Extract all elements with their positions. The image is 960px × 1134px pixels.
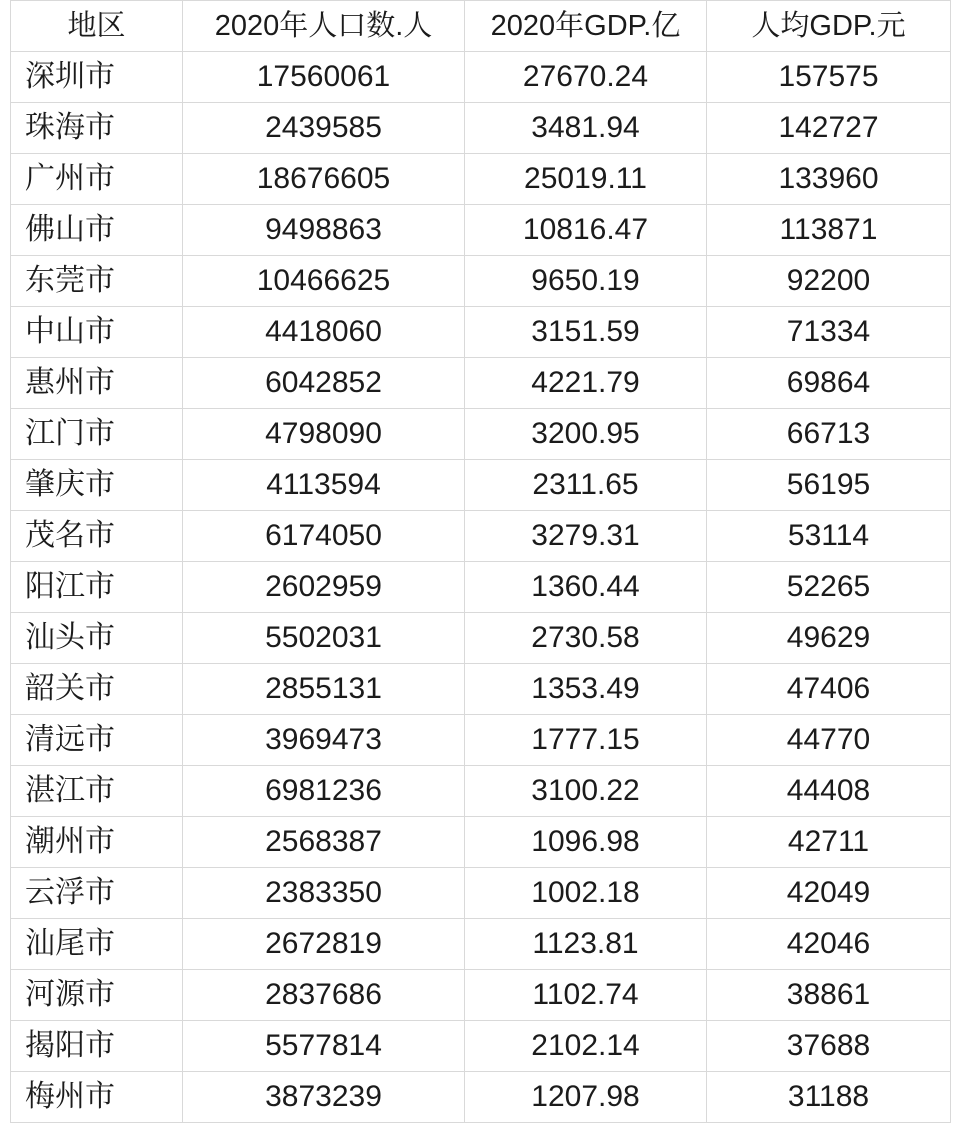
cell-region[interactable]: 清远市 [11,715,183,766]
cell-region[interactable]: 汕头市 [11,613,183,664]
cell-gdp[interactable]: 2730.58 [465,613,707,664]
cell-gdp[interactable]: 10816.47 [465,205,707,256]
cell-gdp[interactable]: 3200.95 [465,409,707,460]
cell-population[interactable]: 18676605 [183,154,465,205]
table-row[interactable] [11,970,951,1021]
cell-region[interactable]: 梅州市 [11,1072,183,1123]
cell-region[interactable]: 东莞市 [11,256,183,307]
cell-per-capita-gdp[interactable]: 38861 [707,970,951,1021]
cell-per-capita-gdp[interactable]: 42046 [707,919,951,970]
cell-population[interactable]: 2837686 [183,970,465,1021]
cell-gdp[interactable]: 1777.15 [465,715,707,766]
cell-per-capita-gdp[interactable]: 53114 [707,511,951,562]
cell-population[interactable]: 2855131 [183,664,465,715]
cell-population[interactable]: 4418060 [183,307,465,358]
cell-population[interactable]: 2439585 [183,103,465,154]
cell-per-capita-gdp[interactable]: 42049 [707,868,951,919]
cell-per-capita-gdp[interactable]: 44770 [707,715,951,766]
cell-per-capita-gdp[interactable]: 66713 [707,409,951,460]
cell-gdp[interactable]: 3279.31 [465,511,707,562]
cell-per-capita-gdp[interactable]: 71334 [707,307,951,358]
cell-per-capita-gdp[interactable]: 133960 [707,154,951,205]
table-row[interactable] [11,358,951,409]
cell-gdp[interactable]: 9650.19 [465,256,707,307]
cell-region[interactable]: 揭阳市 [11,1021,183,1072]
cell-population[interactable]: 10466625 [183,256,465,307]
cell-region[interactable]: 深圳市 [11,52,183,103]
column-header-population[interactable]: 2020年人口数.人 [183,1,465,52]
cell-population[interactable]: 2672819 [183,919,465,970]
column-header-gdp[interactable]: 2020年GDP.亿 [465,1,707,52]
table-row[interactable] [11,307,951,358]
cell-per-capita-gdp[interactable]: 56195 [707,460,951,511]
cell-population[interactable]: 3873239 [183,1072,465,1123]
cell-population[interactable]: 17560061 [183,52,465,103]
cell-gdp[interactable]: 1353.49 [465,664,707,715]
cell-gdp[interactable]: 1207.98 [465,1072,707,1123]
cell-per-capita-gdp[interactable]: 47406 [707,664,951,715]
table-row[interactable] [11,409,951,460]
cell-region[interactable]: 云浮市 [11,868,183,919]
table-row[interactable] [11,766,951,817]
cell-region[interactable]: 阳江市 [11,562,183,613]
table-row[interactable] [11,715,951,766]
table-row[interactable] [11,460,951,511]
cell-gdp[interactable]: 1102.74 [465,970,707,1021]
cell-population[interactable]: 4113594 [183,460,465,511]
cell-region[interactable]: 中山市 [11,307,183,358]
table-row[interactable] [11,613,951,664]
cell-population[interactable]: 4798090 [183,409,465,460]
cell-region[interactable]: 河源市 [11,970,183,1021]
cell-gdp[interactable]: 4221.79 [465,358,707,409]
cell-population[interactable]: 5502031 [183,613,465,664]
table-row[interactable] [11,103,951,154]
cell-population[interactable]: 6174050 [183,511,465,562]
cell-gdp[interactable]: 2311.65 [465,460,707,511]
cell-population[interactable]: 6981236 [183,766,465,817]
cell-population[interactable]: 5577814 [183,1021,465,1072]
table-row[interactable] [11,205,951,256]
cell-per-capita-gdp[interactable]: 52265 [707,562,951,613]
table-header [11,1,951,52]
cell-per-capita-gdp[interactable]: 49629 [707,613,951,664]
table-row[interactable] [11,817,951,868]
column-header-per-capita-gdp[interactable]: 人均GDP.元 [707,1,951,52]
data-table [10,0,951,1123]
cell-gdp[interactable]: 3151.59 [465,307,707,358]
cell-region[interactable]: 江门市 [11,409,183,460]
cell-gdp[interactable]: 2102.14 [465,1021,707,1072]
cell-region[interactable]: 珠海市 [11,103,183,154]
cell-population[interactable]: 3969473 [183,715,465,766]
cell-per-capita-gdp[interactable]: 44408 [707,766,951,817]
cell-per-capita-gdp[interactable]: 42711 [707,817,951,868]
cell-region[interactable]: 佛山市 [11,205,183,256]
table-row[interactable] [11,154,951,205]
cell-population[interactable]: 2383350 [183,868,465,919]
cell-region[interactable]: 潮州市 [11,817,183,868]
cell-gdp[interactable]: 27670.24 [465,52,707,103]
table-header-row [11,1,951,52]
cell-region[interactable]: 汕尾市 [11,919,183,970]
table-row[interactable] [11,511,951,562]
table-row[interactable] [11,1072,951,1123]
cell-gdp[interactable]: 3100.22 [465,766,707,817]
table-row[interactable] [11,52,951,103]
cell-region[interactable]: 湛江市 [11,766,183,817]
cell-population[interactable]: 2602959 [183,562,465,613]
table-row[interactable] [11,256,951,307]
cell-per-capita-gdp[interactable]: 92200 [707,256,951,307]
cell-population[interactable]: 9498863 [183,205,465,256]
cell-gdp[interactable]: 1123.81 [465,919,707,970]
cell-gdp[interactable]: 3481.94 [465,103,707,154]
cell-region[interactable]: 茂名市 [11,511,183,562]
cell-per-capita-gdp[interactable]: 142727 [707,103,951,154]
table-body [11,52,951,1123]
cell-per-capita-gdp[interactable]: 69864 [707,358,951,409]
cell-gdp[interactable]: 25019.11 [465,154,707,205]
cell-gdp[interactable]: 1096.98 [465,817,707,868]
cell-gdp[interactable]: 1002.18 [465,868,707,919]
cell-gdp[interactable]: 1360.44 [465,562,707,613]
table-row[interactable] [11,919,951,970]
table-row[interactable] [11,868,951,919]
table-row[interactable] [11,562,951,613]
cell-per-capita-gdp[interactable]: 113871 [707,205,951,256]
table-row[interactable] [11,664,951,715]
cell-per-capita-gdp[interactable]: 157575 [707,52,951,103]
cell-region[interactable]: 肇庆市 [11,460,183,511]
cell-population[interactable]: 6042852 [183,358,465,409]
table-row[interactable] [11,1021,951,1072]
cell-region[interactable]: 韶关市 [11,664,183,715]
column-header-region[interactable]: 地区 [11,1,183,52]
cell-region[interactable]: 广州市 [11,154,183,205]
cell-region[interactable]: 惠州市 [11,358,183,409]
cell-per-capita-gdp[interactable]: 31188 [707,1072,951,1123]
cell-population[interactable]: 2568387 [183,817,465,868]
cell-per-capita-gdp[interactable]: 37688 [707,1021,951,1072]
